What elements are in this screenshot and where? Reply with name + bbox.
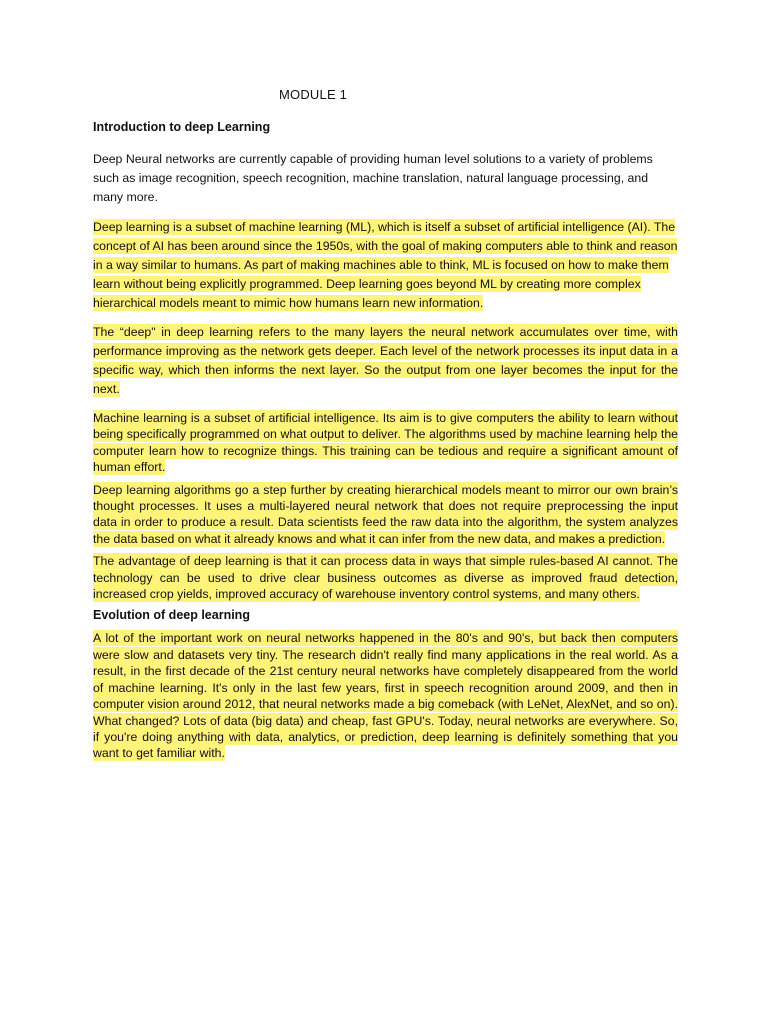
module-title: MODULE 1 (279, 87, 348, 102)
highlighted-text-1: Deep learning is a subset of machine learning (ML), which is itself a subset of artificial intelligence (AI). The concept of AI has been around since the 1950s, with the goal of making computers able to think and reason in a way similar to humans. As part of making machines able to think, ML is focused on how to make them learn without being explicitly programmed. Deep learning goes beyond ML by creating more complex hierarchical models meant to mimic how humans learn new information. (93, 220, 678, 310)
evolution-paragraph-text: A lot of the important work on neural networks happened in the 80's and 90's, but back then computers were slow and datasets very tiny. The research didn't really find many applications in the real world. As a result, in the first decade of the 21st century neural networks have completely disappeared from the world of machine learning. It's only in the last few years, first in speech recognition around 2009, and then in computer vision around 2012, that neural networks made a big comeback (with LeNet, AlexNet, and so on). What changed? Lots of data (big data) and cheap, fast GPU's. Today, neural networks are everywhere. So, if you're doing anything with data, analytics, or prediction, deep learning is definitely something that you want to get familiar with. (93, 631, 678, 761)
highlighted-text-5: The advantage of deep learning is that it can process data in ways that simple rules-based AI cannot. The technology can be used to drive clear business outcomes as diverse as improved fraud detection, increased crop yields, improved accuracy of warehouse inventory control systems, and many others. (93, 554, 678, 602)
intro-paragraph-text: Deep Neural networks are currently capable of providing human level solutions to a variety of problems such as image recognition, speech recognition, machine translation, natural language processing, and many more. (93, 152, 653, 204)
intro-heading: Introduction to deep Learning (93, 120, 271, 134)
highlighted-text-4: Deep learning algorithms go a step further by creating hierarchical models meant to mirror our own brain’s thought processes. It uses a multi-layered neural network that does not require preprocessing the input data in order to produce a result. Data scientists feed the raw data into the algorithm, the system analyzes the data based on what it already knows and what it can infer from the new data, and makes a prediction. (93, 482, 678, 546)
highlighted-paragraph-4 (93, 482, 678, 548)
document-body (93, 117, 678, 762)
evolution-paragraph (93, 630, 678, 761)
highlighted-text-2: The “deep" in deep learning refers to the many layers the neural network accumulates over time, with performance improving as the network gets deeper. Each level of the network processes its input data in a specific way, which then informs the next layer. So the output from one layer becomes the input for the next. (93, 325, 678, 396)
intro-paragraph (93, 150, 678, 207)
highlighted-paragraph-5 (93, 553, 678, 602)
highlighted-paragraph-2 (93, 323, 678, 399)
highlighted-paragraph-1 (93, 218, 678, 313)
evolution-heading: Evolution of deep learning (93, 608, 250, 623)
highlighted-text-3: Machine learning is a subset of artificial intelligence. Its aim is to give computers the ability to learn without being specifically programmed on what output to deliver. The algorithms used by machine learning help the computer learn how to recognize things. This training can be tedious and require a significant amount of human effort. (93, 411, 678, 475)
highlighted-paragraph-3 (93, 410, 678, 476)
